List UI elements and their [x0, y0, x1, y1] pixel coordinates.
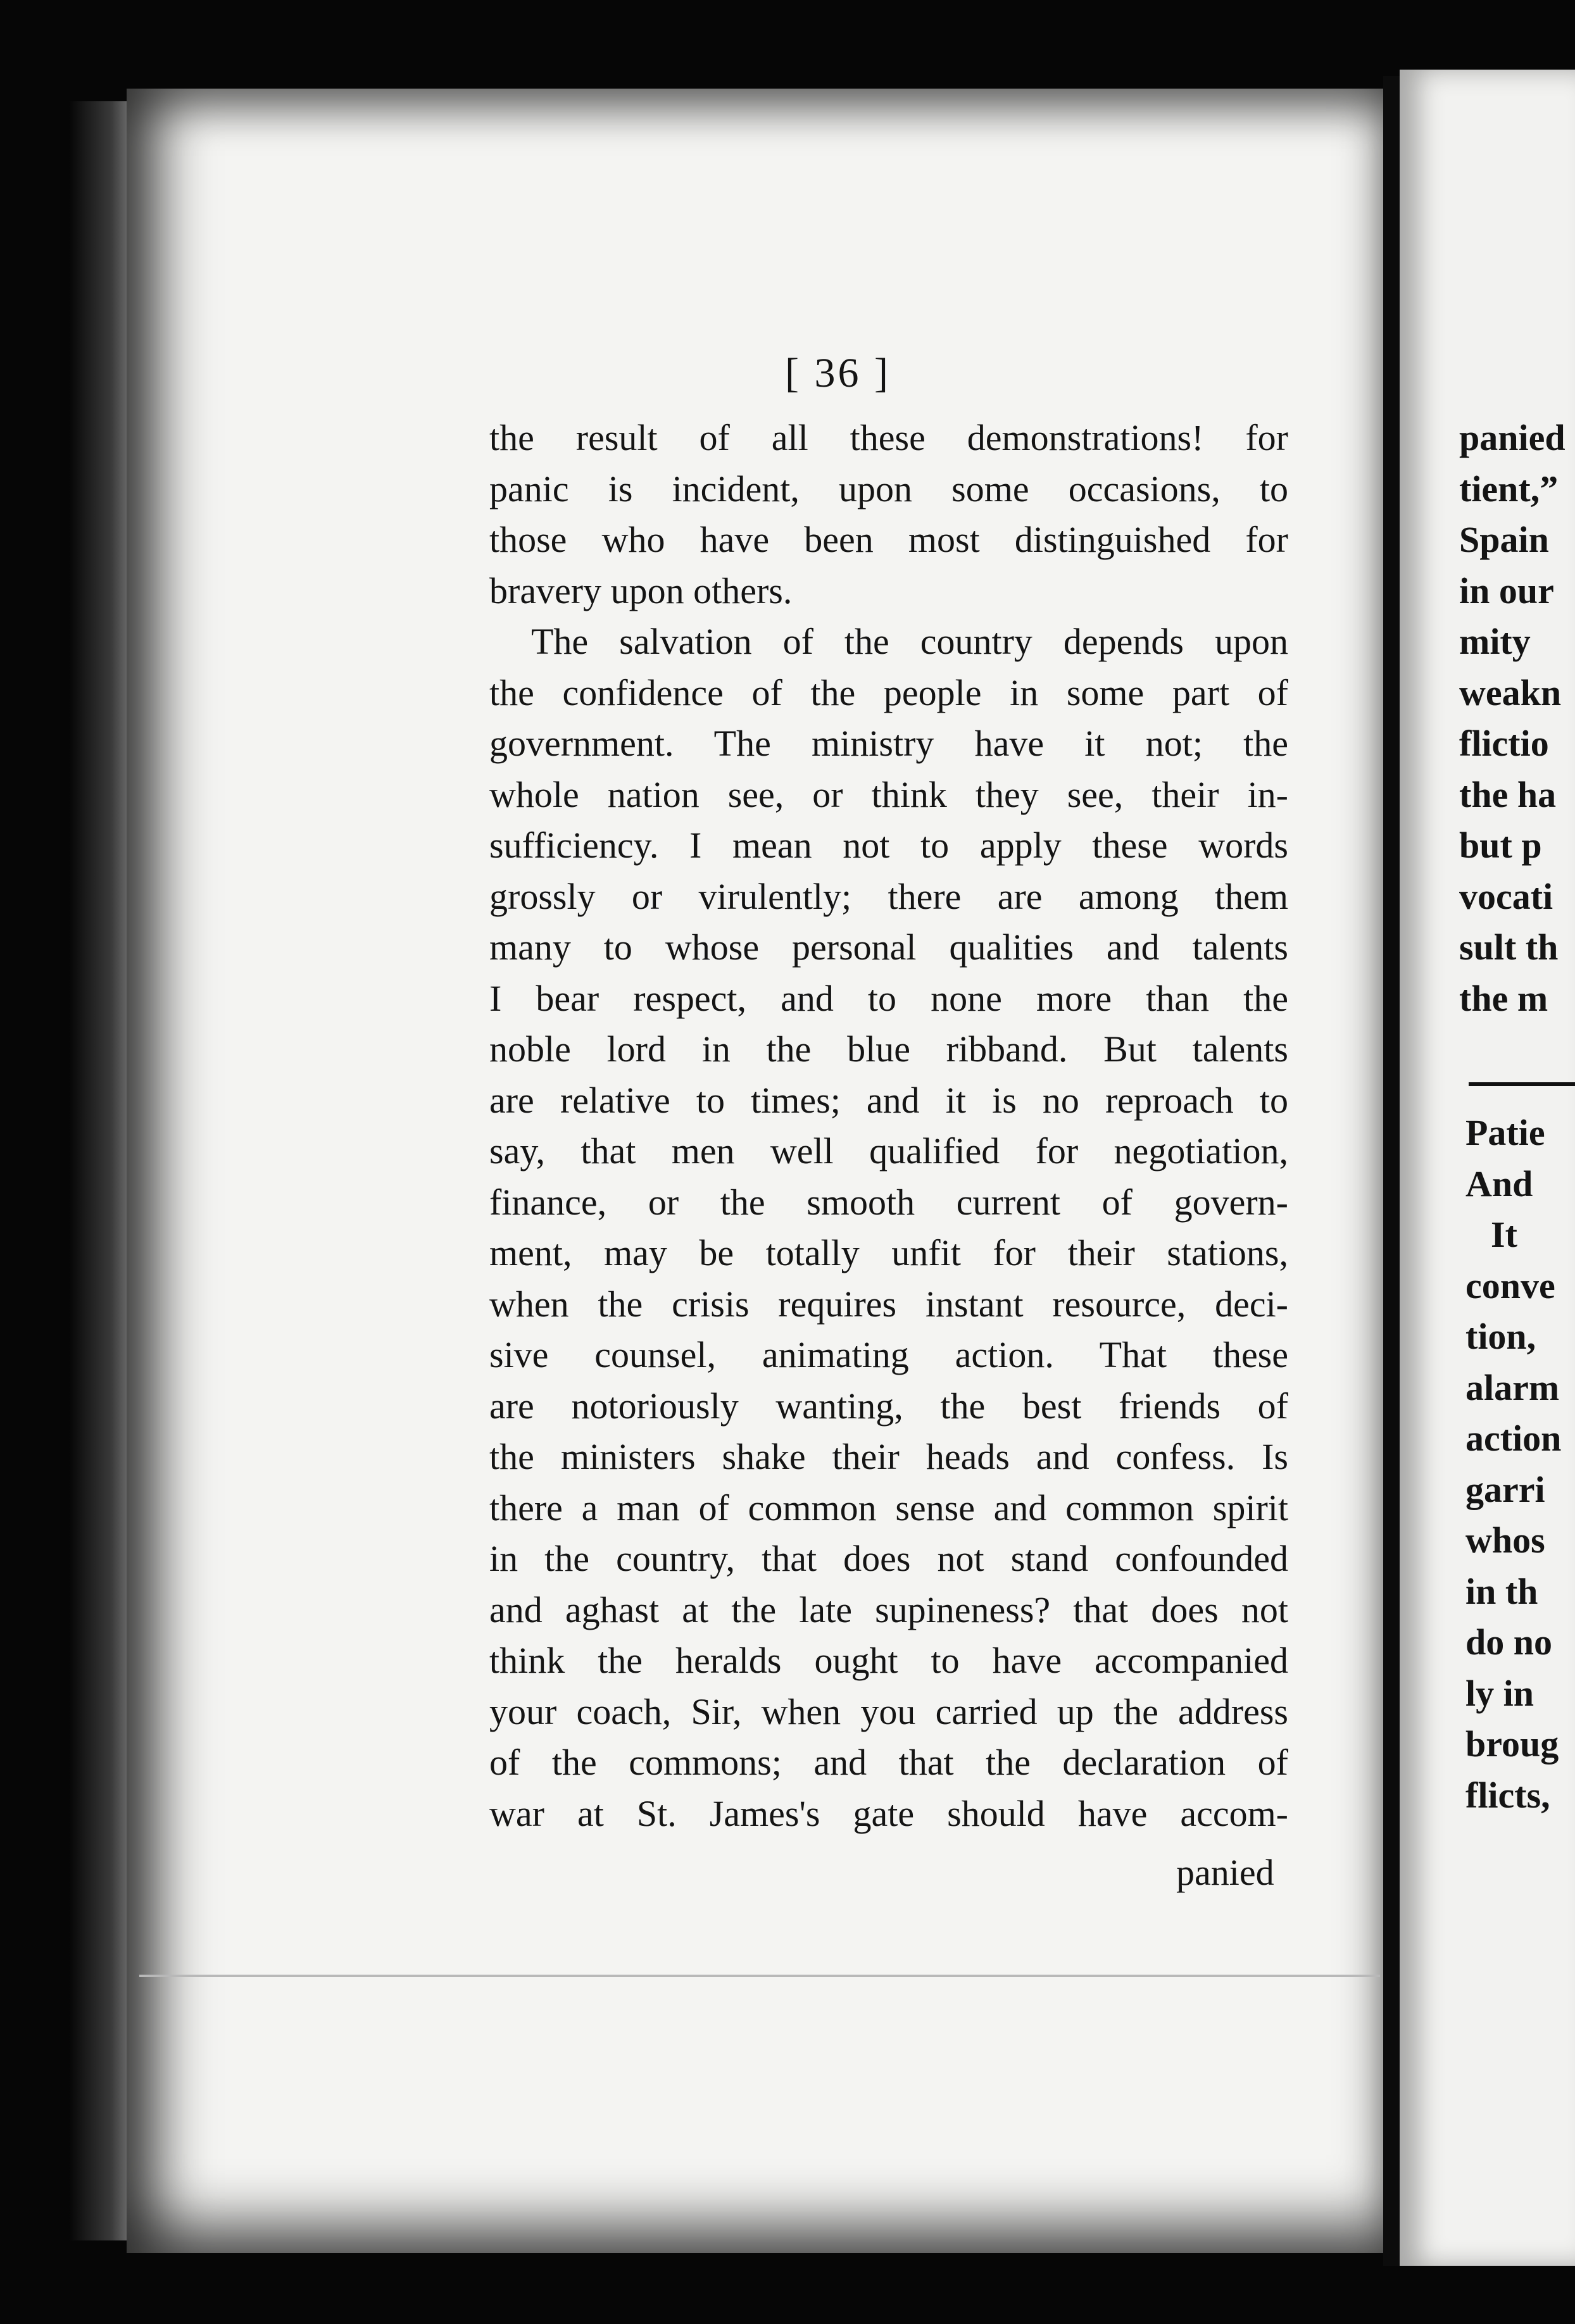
- facing-page-fragment: broug: [1465, 1723, 1559, 1765]
- text-line: panic is incident, upon some occasions, to: [489, 468, 1288, 509]
- scan-line-artifact: [139, 1975, 1380, 1977]
- text-line: finance, or the smooth current of govern-: [489, 1181, 1288, 1223]
- facing-page-fragment: And: [1465, 1163, 1533, 1204]
- book-gutter: [1383, 76, 1400, 2266]
- facing-page-fragment: but p: [1459, 825, 1542, 866]
- facing-page-fragment: ly in: [1465, 1672, 1534, 1714]
- text-line: many to whose personal qualities and talents: [489, 927, 1288, 968]
- text-line: noble lord in the blue ribband. But talents: [489, 1028, 1288, 1070]
- facing-page-rule: [1469, 1082, 1575, 1086]
- text-line: whole nation see, or think they see, their in-: [489, 773, 1288, 815]
- text-line: say, that men well qualified for negotiation,: [489, 1130, 1288, 1171]
- text-line: the ministers shake their heads and confess. Is: [489, 1436, 1288, 1477]
- facing-page-fragment: garri: [1465, 1468, 1545, 1510]
- facing-page-fragment: weakn: [1459, 672, 1562, 713]
- text-line: grossly or virulently; there are among them: [489, 875, 1288, 917]
- text-line: your coach, Sir, when you carried up the address: [489, 1690, 1288, 1732]
- text-line: in the country, that does not stand confounded: [489, 1538, 1288, 1579]
- facing-page-fragment: conve: [1465, 1265, 1555, 1306]
- text-line: bravery upon others.: [489, 570, 793, 611]
- facing-page-fragments-lower: [1465, 1108, 1575, 1821]
- facing-page-fragment: vocati: [1459, 875, 1553, 917]
- page-text: [489, 413, 1288, 1839]
- facing-page-fragment: sult th: [1459, 927, 1559, 968]
- text-line: I bear respect, and to none more than the: [489, 977, 1288, 1019]
- catchword: panied: [1176, 1852, 1274, 1893]
- text-line: sive counsel, animating action. That these: [489, 1334, 1288, 1375]
- text-line: the result of all these demonstrations! for: [489, 417, 1288, 458]
- facing-page-fragment: alarm: [1465, 1366, 1560, 1408]
- facing-page-fragment: mity: [1459, 621, 1531, 662]
- text-line: war at St. James's gate should have accom-: [489, 1792, 1288, 1834]
- facing-page-fragment: do no: [1465, 1621, 1553, 1663]
- facing-page-fragment: Patie: [1465, 1112, 1545, 1153]
- facing-page-fragment: action: [1465, 1418, 1562, 1459]
- text-line: think the heralds ought to have accompanied: [489, 1640, 1288, 1681]
- page-number: [ 36 ]: [785, 350, 891, 396]
- text-line: The salvation of the country depends upon: [531, 621, 1288, 662]
- facing-page-fragments-upper: [1459, 413, 1575, 1024]
- facing-page-fragment: panied: [1459, 417, 1566, 458]
- text-line: of the commons; and that the declaration of: [489, 1742, 1288, 1783]
- text-line: the confidence of the people in some part of: [489, 672, 1288, 713]
- text-line: those who have been most distinguished for: [489, 519, 1288, 560]
- facing-page-fragment: tion,: [1465, 1316, 1536, 1357]
- text-line: government. The ministry have it not; the: [489, 723, 1288, 764]
- facing-page-fragment: whos: [1465, 1520, 1545, 1561]
- facing-page-fragment: in our: [1459, 570, 1554, 611]
- text-line: are relative to times; and it is no reproach to: [489, 1079, 1288, 1121]
- facing-page-fragment: flictio: [1459, 723, 1549, 764]
- text-line: are notoriously wanting, the best friends of: [489, 1385, 1288, 1427]
- text-line: sufficiency. I mean not to apply these words: [489, 825, 1288, 866]
- text-line: when the crisis requires instant resource, deci-: [489, 1283, 1288, 1325]
- text-line: ment, may be totally unfit for their stations,: [489, 1232, 1288, 1273]
- facing-page-fragment: the ha: [1459, 773, 1557, 815]
- facing-page-fragment: Spain: [1459, 519, 1549, 560]
- facing-page-fragment: in th: [1465, 1570, 1538, 1612]
- facing-page-fragment: It: [1491, 1214, 1517, 1255]
- text-line: and aghast at the late supineness? that does not: [489, 1589, 1288, 1630]
- text-line: there a man of common sense and common spirit: [489, 1487, 1288, 1528]
- facing-page-fragment: tient,”: [1459, 468, 1559, 509]
- facing-page-fragment: the m: [1459, 977, 1548, 1019]
- facing-page-fragment: flicts,: [1465, 1774, 1550, 1816]
